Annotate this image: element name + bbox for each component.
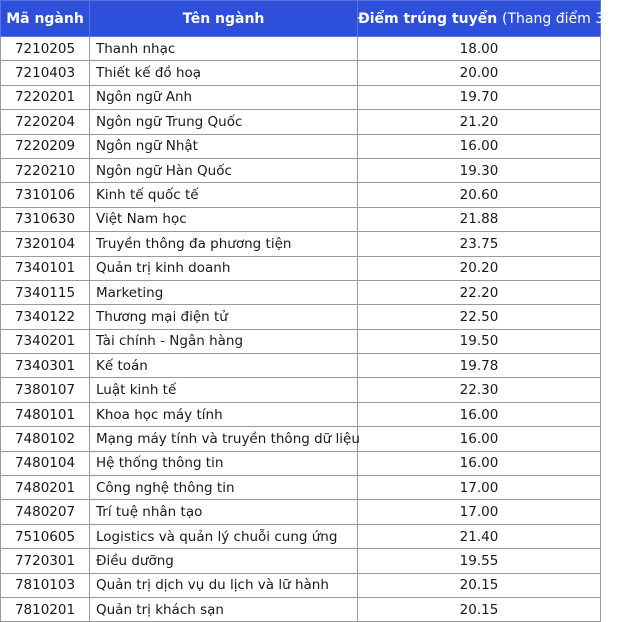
table-row xyxy=(1,524,601,548)
header-code: Mã ngành xyxy=(1,1,90,37)
table-row xyxy=(1,402,601,426)
name-cell: Kế toán xyxy=(90,354,358,378)
code-cell: 7220209 xyxy=(1,134,90,158)
code-cell: 7810103 xyxy=(1,573,90,597)
code-cell: 7340301 xyxy=(1,354,90,378)
name-cell: Ngôn ngữ Nhật xyxy=(90,134,358,158)
code-cell: 7310630 xyxy=(1,207,90,231)
table-row xyxy=(1,158,601,182)
name-cell: Logistics và quản lý chuỗi cung ứng xyxy=(90,524,358,548)
name-cell: Quản trị khách sạn xyxy=(90,597,358,621)
code-cell: 7340101 xyxy=(1,256,90,280)
table-row xyxy=(1,61,601,85)
table-row xyxy=(1,134,601,158)
score-cell: 19.78 xyxy=(358,354,601,378)
code-cell: 7310106 xyxy=(1,183,90,207)
table-row xyxy=(1,573,601,597)
table-row xyxy=(1,232,601,256)
code-cell: 7210403 xyxy=(1,61,90,85)
name-cell: Quản trị kinh doanh xyxy=(90,256,358,280)
score-cell: 16.00 xyxy=(358,451,601,475)
score-cell: 20.15 xyxy=(358,597,601,621)
table-row xyxy=(1,476,601,500)
score-cell: 22.30 xyxy=(358,378,601,402)
score-cell: 18.00 xyxy=(358,37,601,61)
code-cell: 7340201 xyxy=(1,329,90,353)
code-cell: 7220201 xyxy=(1,85,90,109)
score-cell: 20.20 xyxy=(358,256,601,280)
header-score xyxy=(358,1,618,37)
name-cell: Truyền thông đa phương tiện xyxy=(90,232,358,256)
table-row xyxy=(1,305,601,329)
name-cell: Quản trị dịch vụ du lịch và lữ hành xyxy=(90,573,358,597)
code-cell: 7480104 xyxy=(1,451,90,475)
code-cell: 7480102 xyxy=(1,427,90,451)
name-cell: Marketing xyxy=(90,280,358,304)
score-cell: 16.00 xyxy=(358,134,601,158)
score-cell: 19.50 xyxy=(358,329,601,353)
code-cell: 7340122 xyxy=(1,305,90,329)
score-cell: 17.00 xyxy=(358,476,601,500)
score-cell: 21.20 xyxy=(358,110,601,134)
name-cell: Việt Nam học xyxy=(90,207,358,231)
name-cell: Kinh tế quốc tế xyxy=(90,183,358,207)
table-row xyxy=(1,329,601,353)
table-row xyxy=(1,451,601,475)
code-cell: 7220204 xyxy=(1,110,90,134)
table-row xyxy=(1,500,601,524)
score-cell: 22.50 xyxy=(358,305,601,329)
table-row xyxy=(1,549,601,573)
code-cell: 7210205 xyxy=(1,37,90,61)
score-cell: 21.88 xyxy=(358,207,601,231)
name-cell: Điều dưỡng xyxy=(90,549,358,573)
code-cell: 7380107 xyxy=(1,378,90,402)
name-cell: Công nghệ thông tin xyxy=(90,476,358,500)
score-cell: 19.30 xyxy=(358,158,601,182)
name-cell: Ngôn ngữ Anh xyxy=(90,85,358,109)
table-row xyxy=(1,354,601,378)
code-cell: 7510605 xyxy=(1,524,90,548)
table-row xyxy=(1,37,601,61)
name-cell: Hệ thống thông tin xyxy=(90,451,358,475)
score-cell: 17.00 xyxy=(358,500,601,524)
score-cell: 22.20 xyxy=(358,280,601,304)
score-cell: 20.60 xyxy=(358,183,601,207)
name-cell: Thiết kế đồ hoạ xyxy=(90,61,358,85)
name-cell: Luật kinh tế xyxy=(90,378,358,402)
name-cell: Khoa học máy tính xyxy=(90,402,358,426)
name-cell: Ngôn ngữ Hàn Quốc xyxy=(90,158,358,182)
name-cell: Thanh nhạc xyxy=(90,37,358,61)
table-row xyxy=(1,597,601,621)
table-header xyxy=(1,1,618,37)
score-cell: 20.15 xyxy=(358,573,601,597)
table-row xyxy=(1,427,601,451)
header-name: Tên ngành xyxy=(90,1,358,37)
table-body xyxy=(1,37,601,622)
table-row xyxy=(1,207,601,231)
code-cell: 7480207 xyxy=(1,500,90,524)
name-cell: Mạng máy tính và truyền thông dữ liệu xyxy=(90,427,358,451)
name-cell: Thương mại điện tử xyxy=(90,305,358,329)
score-cell: 16.00 xyxy=(358,427,601,451)
table-row xyxy=(1,183,601,207)
score-cell: 21.40 xyxy=(358,524,601,548)
score-cell: 23.75 xyxy=(358,232,601,256)
score-cell: 19.70 xyxy=(358,85,601,109)
name-cell: Tài chính - Ngân hàng xyxy=(90,329,358,353)
header-score-label: Điểm trúng tuyển xyxy=(358,10,498,27)
table-row xyxy=(1,85,601,109)
table-row xyxy=(1,256,601,280)
name-cell: Ngôn ngữ Trung Quốc xyxy=(90,110,358,134)
code-cell: 7320104 xyxy=(1,232,90,256)
code-cell: 7720301 xyxy=(1,549,90,573)
code-cell: 7220210 xyxy=(1,158,90,182)
table-row xyxy=(1,280,601,304)
code-cell: 7480101 xyxy=(1,402,90,426)
name-cell: Trí tuệ nhân tạo xyxy=(90,500,358,524)
code-cell: 7810201 xyxy=(1,597,90,621)
code-cell: 7340115 xyxy=(1,280,90,304)
table-row xyxy=(1,110,601,134)
header-score-note: (Thang điểm 30) xyxy=(502,10,618,27)
code-cell: 7480201 xyxy=(1,476,90,500)
score-cell: 19.55 xyxy=(358,549,601,573)
score-cell: 20.00 xyxy=(358,61,601,85)
score-cell: 16.00 xyxy=(358,402,601,426)
table-row xyxy=(1,378,601,402)
header-row xyxy=(1,1,601,37)
